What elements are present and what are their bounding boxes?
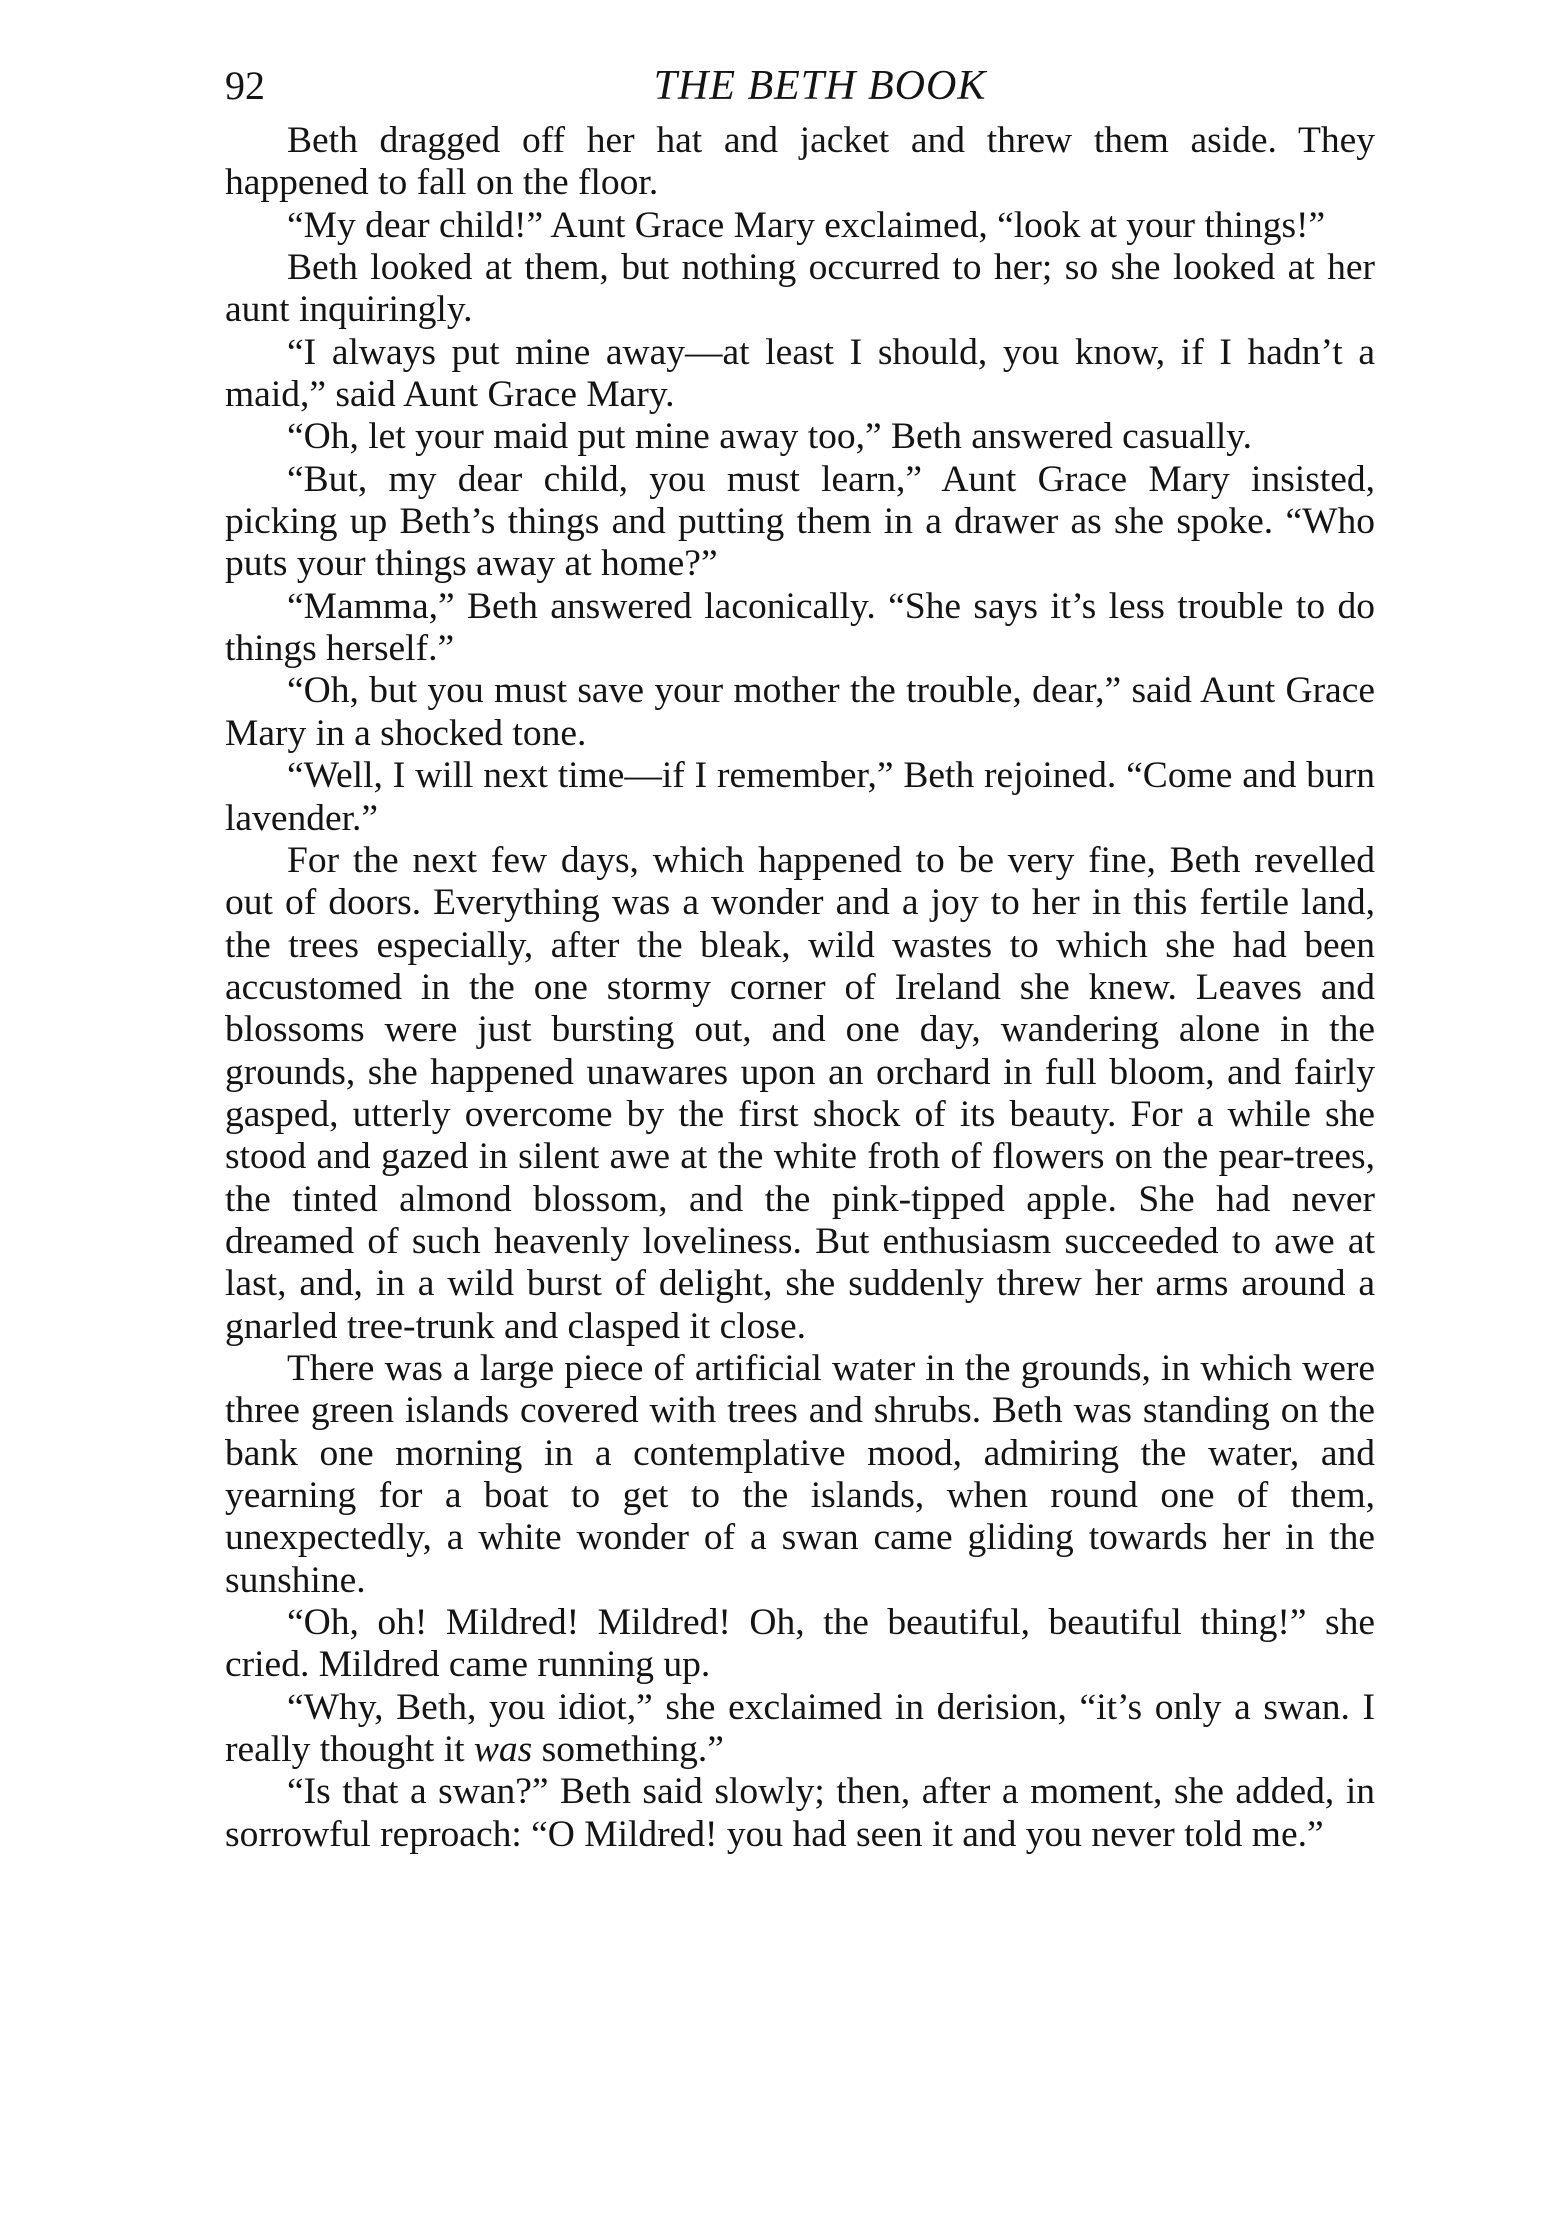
body-text [225,120,1375,2160]
paragraph: “Oh, but you must save your mother the trouble, dear,” said Aunt Grace Mary in a shocked tone. [225,670,1375,754]
page-header [225,56,1375,116]
paragraph: Beth dragged off her hat and jacket and threw them aside. They happened to fall on the floor. [225,120,1375,204]
paragraph: “But, my dear child, you must learn,” Aunt Grace Mary insisted, picking up Beth’s things and putting them in a drawer as she spoke. “Who puts your things away at home?” [225,458,1375,585]
page-number: 92 [225,63,265,108]
paragraph: Beth looked at them, but nothing occurred to her; so she looked at her aunt inquiringly. [225,247,1375,331]
paragraph: “Oh, let your maid put mine away too,” Beth answered casually. [287,416,1252,458]
italic-emphasis: was [473,1729,533,1771]
paragraph: “Is that a swan?” Beth said slowly; then, after a moment, she added, in sorrowful reproach: “O Mildred! you had seen it and you never told me.” [225,1771,1375,1855]
running-title: THE BETH BOOK [653,63,987,109]
paragraph-text: “Why, Beth, you idiot,” she exclaimed in derision, “it’s only a swan. I really thought it [225,1686,1375,1771]
paragraph: “Oh, oh! Mildred! Mildred! Oh, the beautiful, beautiful thing!” she cried. Mildred came running up. [225,1602,1375,1686]
paragraph-text: something.” [532,1729,724,1771]
paragraph: “My dear child!” Aunt Grace Mary exclaimed, “look at your things!” [287,204,1326,246]
paragraph: “I always put mine away—at least I should, you know, if I hadn’t a maid,” said Aunt Grace Mary. [225,331,1375,416]
paragraph: “Mamma,” Beth answered laconically. “She says it’s less trouble to do things herself.” [225,585,1375,670]
paragraph: “Well, I will next time—if I remember,” Beth rejoined. “Come and burn lavender.” [225,755,1375,839]
paragraph: For the next few days, which happened to be very fine, Beth revelled out of doors. Everything was a wonder and a joy to her in this fertile land, the trees especially, after the bleak, wild wastes to which she had been accustomed in the one stormy corner of Ireland she knew. Leaves and blossoms were just bursting out, and one day, wandering alone in the grounds, she happened unawares upon an orchard in full bloom, and fairly gasped, utterly overcome by the first shock of its beauty. For a while she stood and gazed in silent awe at the white froth of flowers on the pear-trees, the tinted almond blossom, and the pink-tipped apple. She had never dreamed of such heavenly loveliness. But enthusiasm succeeded to awe at last, and, in a wild burst of delight, she suddenly threw her arms around a gnarled tree-trunk and clasped it close. [225,839,1375,1347]
paragraph: There was a large piece of artificial water in the grounds, in which were three green islands covered with trees and shrubs. Beth was standing on the bank one morning in a contemplative mood, admiring the water, and yearning for a boat to get to the islands, when round one of them, unexpectedly, a white wonder of a swan came gliding towards her in the sunshine. [225,1347,1375,1601]
paragraph [225,1687,1375,1772]
